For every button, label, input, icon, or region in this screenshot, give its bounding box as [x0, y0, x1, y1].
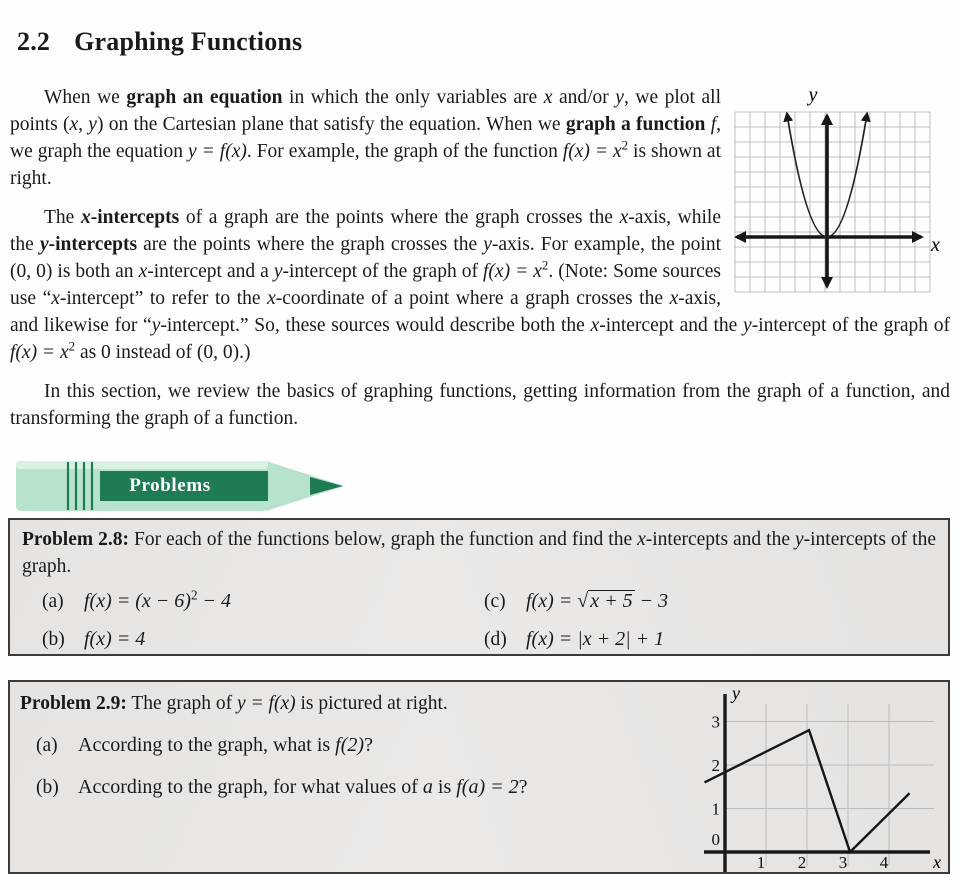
grid-lines: [735, 112, 930, 292]
pencil-lead: [310, 477, 343, 495]
page-title: [17, 27, 302, 57]
item-question: According to the graph, what is f(2)?: [78, 734, 373, 756]
x-axis-label: x: [931, 234, 940, 256]
problem-2-8-list: [22, 588, 936, 653]
problem-2-8-item-d: [484, 626, 936, 653]
problem-2-9-item-b: [36, 774, 690, 801]
intro-section: [10, 84, 950, 444]
item-formula: f(x) = √ x + 5 − 3: [526, 590, 669, 612]
x-axis-label: x: [933, 852, 941, 872]
item-label: (b): [42, 629, 65, 650]
y-axis-label: y: [732, 684, 740, 703]
piecewise-graph-svg: [692, 684, 944, 874]
problem-2-8-item-b: [42, 626, 464, 653]
item-label: (a): [36, 735, 58, 756]
y-axis-label: y: [808, 84, 818, 106]
item-formula: f(x) = 4: [84, 628, 146, 650]
parabola-graph-svg: [727, 84, 950, 312]
problem-2-9-box: [8, 680, 950, 874]
section-number: 2.2: [17, 27, 51, 57]
y-tick-label: 0: [711, 830, 720, 849]
y-tick-label: 1: [711, 799, 720, 819]
intro-paragraph-3: In this section, we review the basics of graphing functions, getting information from the graph of a function, and transforming the graph of a function.: [10, 381, 950, 429]
grid-lines: [725, 704, 934, 866]
problem-2-8-box: [8, 518, 950, 656]
axes: [737, 116, 921, 286]
item-question: According to the graph, for what values of a is f(a) = 2?: [78, 776, 528, 798]
problem-2-8-item-a: [42, 588, 464, 615]
item-label: (d): [484, 629, 507, 650]
intro-paragraph-1: When we graph an equation in which the only variables are x and/or y, we plot all points (x, y) on the Cartesian plane that satisfy the equation. When we graph a function f, we graph the equation y = f(x). For example, the graph of the function $f(x) = x^2$ is shown at right.: [10, 87, 722, 189]
x-tick-label: 1: [756, 853, 766, 872]
item-label: (c): [484, 591, 506, 612]
problem-2-9-text: [20, 690, 690, 801]
problem-2-8-item-c: [484, 588, 936, 615]
problem-2-9-item-a: [36, 732, 690, 759]
problem-2-9-heading: Problem 2.9: The graph of y = f(x) is pictured at right.: [20, 693, 448, 714]
x-tick-label: 4: [879, 853, 889, 872]
item-label: (b): [36, 777, 59, 798]
figure-parabola: [727, 84, 950, 312]
item-label: (a): [42, 591, 64, 612]
intro-paragraph-2: The x-intercepts of a graph are the points where the graph crosses the x-axis, while the y-intercepts are the points where the graph crosses the y-axis. For example, the point (0, 0) is both an x-intercept and a y-intercept of the graph of $f(x) = x^2$. (Note: Some sources use “x-intercept” to refer to the x-coordinate of a point where a graph crosses the x-axis, and likewise for “y-intercept.” So, these sources would describe both the x-intercept and the y-intercept of the graph of $f(x) = x^2$ as 0 instead of (0, 0).): [10, 207, 950, 363]
problems-banner-label: Problems: [129, 475, 211, 496]
problem-2-8-heading: Problem 2.8: For each of the functions below, graph the function and find the x-intercepts and the y-intercepts of the graph.: [22, 529, 936, 577]
y-tick-label: 2: [711, 756, 720, 775]
item-formula: $f(x) = (x - 6)^2 - 4$: [84, 587, 232, 612]
problems-banner: [10, 458, 345, 512]
item-formula: f(x) = |x + 2| + 1: [526, 628, 665, 650]
section-title: Graphing Functions: [74, 27, 303, 57]
x-tick-label: 2: [797, 853, 807, 872]
x-tick-label: 3: [838, 853, 848, 872]
axes: [704, 694, 930, 872]
y-tick-label: 3: [711, 712, 720, 732]
